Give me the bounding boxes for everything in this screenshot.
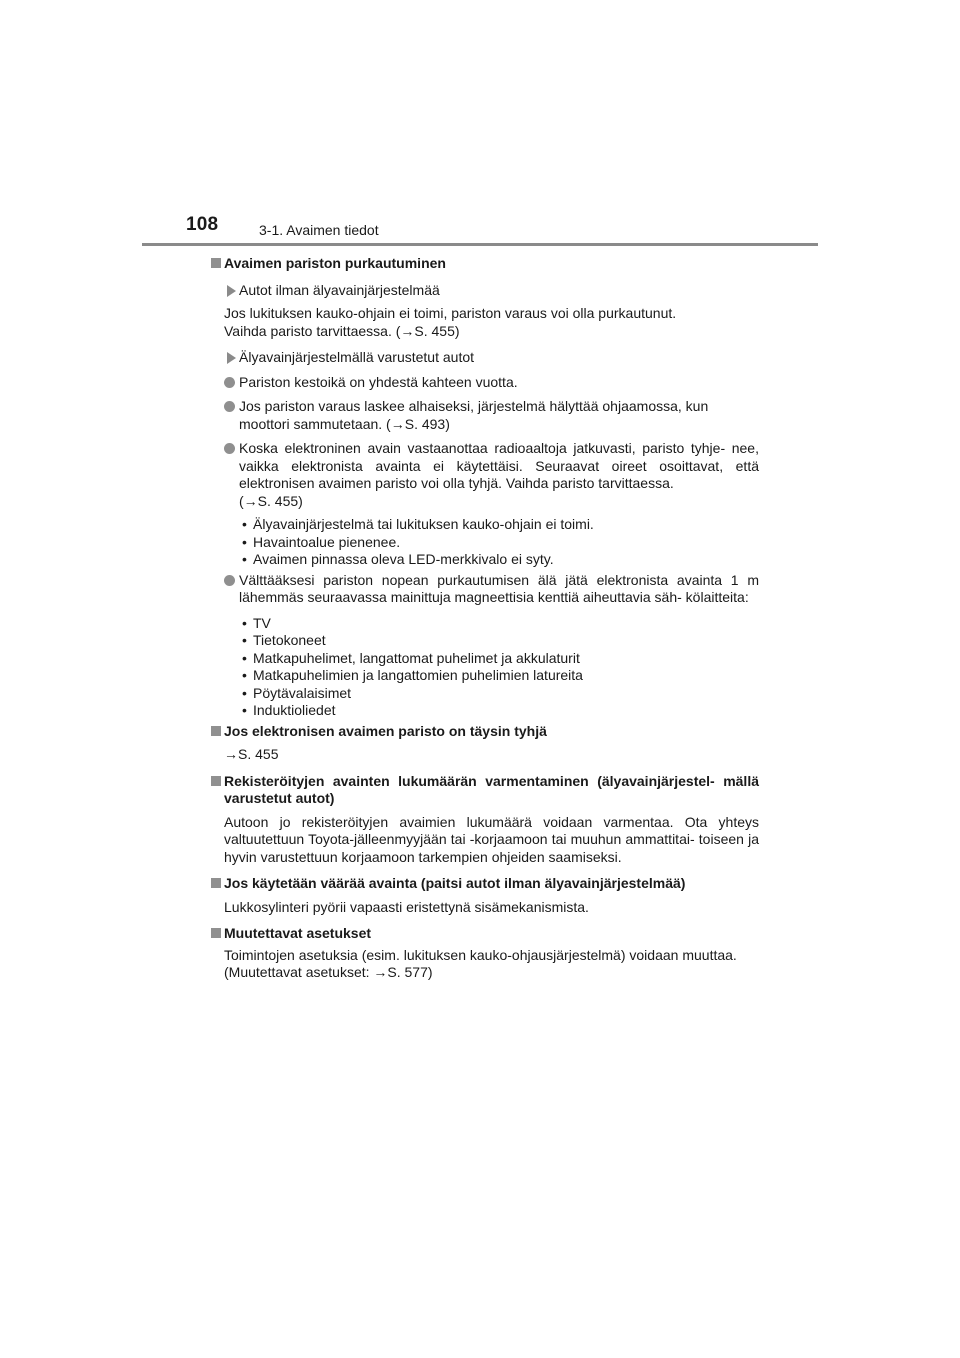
triangle-icon xyxy=(227,352,236,364)
page-ref-link[interactable]: S. 455) xyxy=(257,492,303,509)
list-item: • Havaintoalue pienenee. xyxy=(239,534,759,552)
subheading-no-smart-key xyxy=(211,282,759,300)
subheading-smart-key xyxy=(211,349,759,367)
page-ref-link[interactable]: S. 455) xyxy=(414,322,460,339)
item-text: Pariston kestoikä on yhdestä kahteen vuotta. xyxy=(239,373,518,390)
list-item-battery-life xyxy=(211,374,759,392)
list-item: • TV xyxy=(239,615,759,633)
page-ref-link[interactable]: S. 493) xyxy=(404,415,450,432)
arrow-icon: → xyxy=(243,492,258,509)
page-ref-link[interactable]: S. 455 xyxy=(238,746,279,762)
paragraph-wrong-key xyxy=(211,899,759,917)
device-list xyxy=(211,615,759,720)
item-text: Koska elektroninen avain vastaanottaa radioaaltoja jatkuvasti, paristo tyhje- nee, vaikka elektronista avainta ei käytettäisi. Seuraavat oireet osoittavat, että elektronisen avaimen paristo voi olla tyhjä. Vaihda paristo tarvittaessa. xyxy=(239,440,759,491)
list-item: • Matkapuhelimien ja langattomien puhelimien latureita xyxy=(239,667,759,685)
dot-icon xyxy=(224,575,235,586)
item-text: Jos pariston varaus laskee alhaiseksi, järjestelmä hälyttää ohjaamossa, kun xyxy=(239,398,709,414)
arrow-icon: → xyxy=(390,415,405,432)
header-rule xyxy=(142,243,818,246)
paragraph-key-count xyxy=(211,814,759,867)
arrow-icon: → xyxy=(373,964,388,980)
square-icon xyxy=(211,258,221,268)
list-item: • Älyavainjärjestelmä tai lukituksen kauko-ohjain ei toimi. xyxy=(239,516,759,534)
heading-text: Rekisteröityjen avainten lukumäärän varmentaminen (älyavainjärjestel- mällä varustetut autot) xyxy=(224,772,759,806)
page-number: 108 xyxy=(186,214,219,235)
text-line: Autoon jo rekisteröityjen avaimien lukumäärä voidaan varmentaa. Ota yhteys valtuutettuun Toyota-jälleenmyyjään tai -korjaamoon tai muuhun ammattitai- toiseen ja hyvin varustettuun korjaamoon tarkempien ohjeiden saamiseksi. xyxy=(224,813,759,865)
dot-icon xyxy=(224,377,235,388)
heading-battery-discharge xyxy=(211,255,759,273)
heading-text: Avaimen pariston purkautuminen xyxy=(224,255,446,271)
item-text: ( xyxy=(239,492,244,509)
subheading-text: Autot ilman älyavainjärjestelmää xyxy=(239,281,440,298)
arrow-icon: → xyxy=(224,746,238,762)
heading-text: Jos elektronisen avaimen paristo on täysin tyhjä xyxy=(224,722,547,739)
arrow-icon: → xyxy=(400,322,415,339)
subheading-text: Älyavainjärjestelmällä varustetut autot xyxy=(239,349,475,365)
text-line: Vaihda paristo tarvittaessa. ( xyxy=(224,322,401,339)
heading-custom-settings xyxy=(211,925,759,943)
section-title: 3-1. Avaimen tiedot xyxy=(259,222,379,238)
square-icon xyxy=(211,878,221,888)
item-text: Välttääksesi pariston nopean purkautumisen älä jätä elektronista avainta 1 m lähemmäs seuraavassa mainittuja magneettisia kenttiä aiheuttavia säh- kölaitteita: xyxy=(239,571,759,605)
text-line: (Muutettavat asetukset: xyxy=(224,964,374,980)
heading-text: Jos käytetään väärää avainta (paitsi autot ilman älyavainjärjestelmää) xyxy=(224,875,686,891)
paragraph-custom-settings xyxy=(211,947,759,982)
list-item: • Matkapuhelimet, langattomat puhelimet ja akkulaturit xyxy=(239,650,759,668)
text-line: Jos lukituksen kauko-ohjain ei toimi, pariston varaus voi olla purkautunut. xyxy=(224,305,677,321)
triangle-icon xyxy=(227,285,236,297)
text-line: Toimintojen asetuksia (esim. lukituksen kauko-ohjausjärjestelmä) voidaan muuttaa. xyxy=(224,946,737,963)
heading-key-count xyxy=(211,773,759,808)
page-ref-link[interactable]: S. 577) xyxy=(387,964,433,980)
item-text: moottori sammutetaan. ( xyxy=(239,415,391,432)
square-icon xyxy=(211,776,221,786)
heading-battery-empty xyxy=(211,723,759,741)
list-item: • Tietokoneet xyxy=(239,632,759,650)
heading-wrong-key xyxy=(211,875,759,893)
symptom-list xyxy=(211,516,759,569)
square-icon xyxy=(211,726,221,736)
list-item-avoid-devices xyxy=(211,572,759,607)
text-line: Lukkosylinteri pyörii vapaasti eristettynä sisämekanismista. xyxy=(224,898,589,915)
page-content xyxy=(211,255,759,982)
list-item-radio-waves xyxy=(211,440,759,510)
list-item-low-battery-alert xyxy=(211,398,759,433)
list-item: • Induktioliedet xyxy=(239,702,759,720)
dot-icon xyxy=(224,401,235,412)
dot-icon xyxy=(224,443,235,454)
heading-text: Muutettavat asetukset xyxy=(224,925,372,941)
paragraph-battery-empty-ref xyxy=(211,746,759,764)
list-item: • Pöytävalaisimet xyxy=(239,685,759,703)
square-icon xyxy=(211,928,221,938)
paragraph-remote-battery xyxy=(211,305,759,340)
list-item: • Avaimen pinnassa oleva LED-merkkivalo ei syty. xyxy=(239,551,759,569)
